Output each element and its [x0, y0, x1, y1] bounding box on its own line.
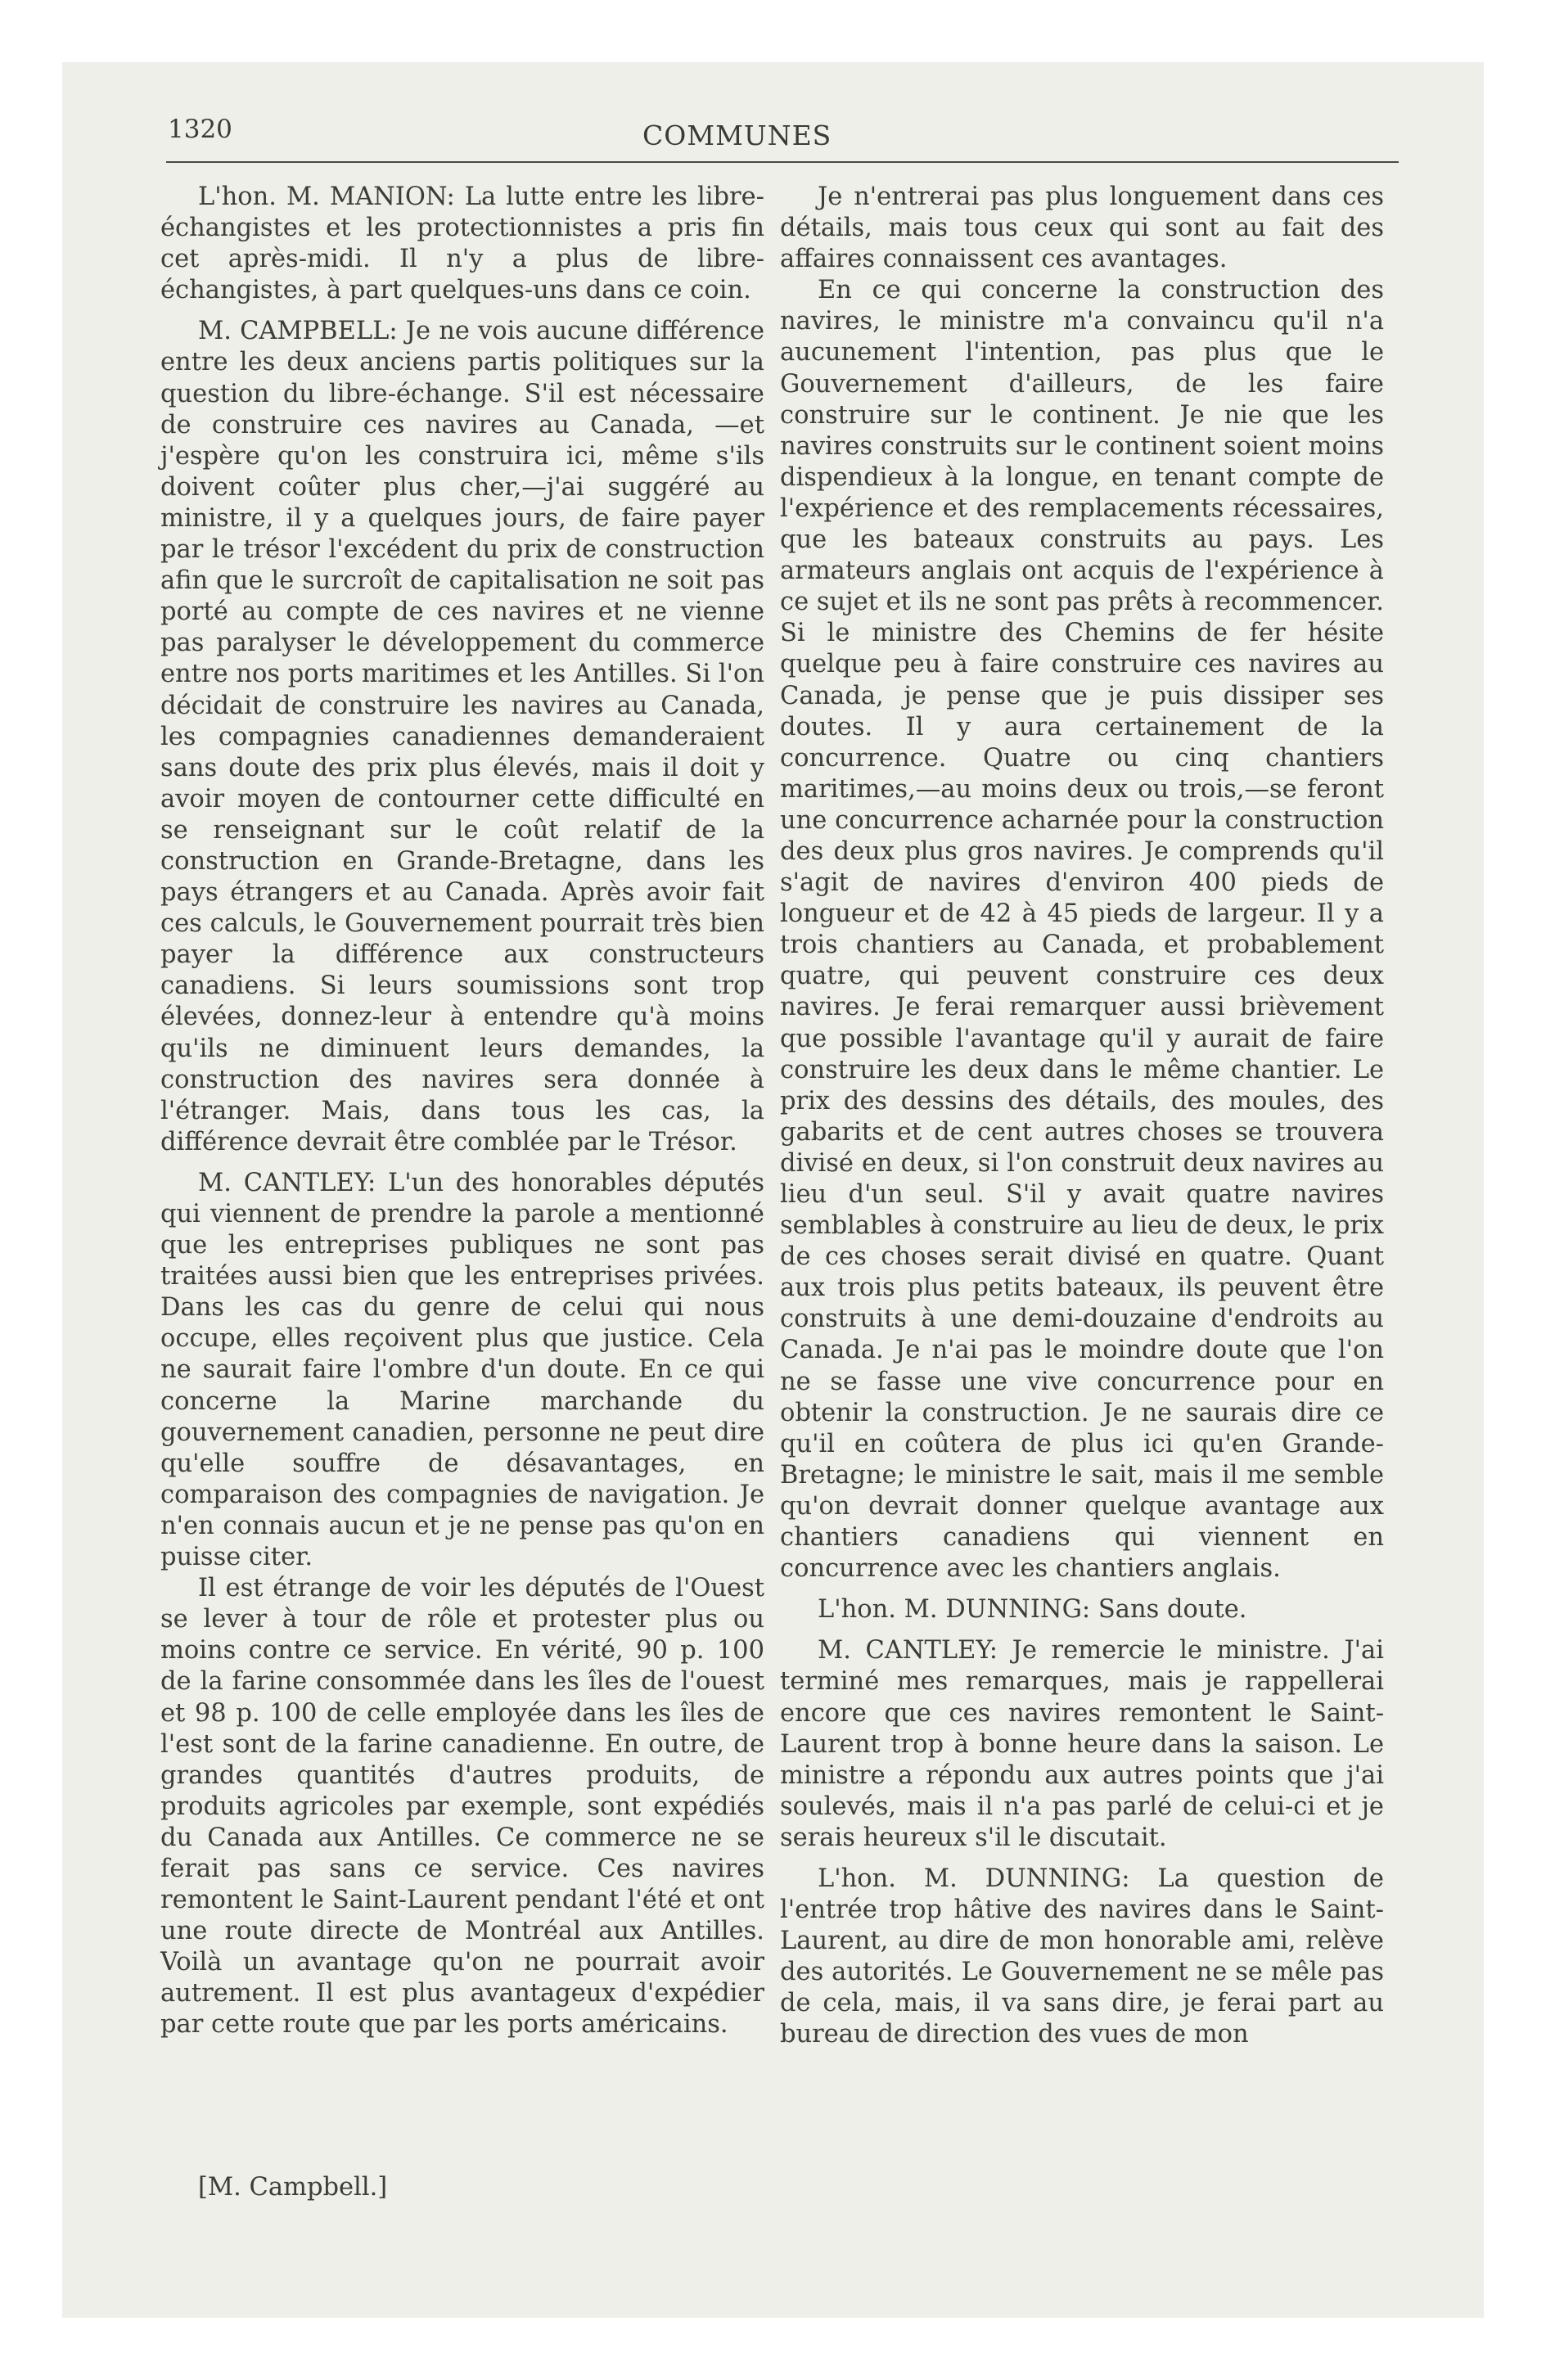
speaker-signature: [M. Campbell.] [198, 2173, 388, 2202]
left-column [160, 182, 764, 2041]
paragraph-dunning-2: L'hon. M. DUNNING: La question de l'entrée trop hâtive des navires dans le Saint-Laurent, au dire de mon honorable ami, relève des autorités. Le Gouvernement ne se mêle pas de cela, mais, il va sans dire, je ferai part au bureau de direction des vues de mon [780, 1864, 1384, 2049]
right-column [780, 182, 1384, 2051]
paragraph-manion: L'hon. M. MANION: La lutte entre les libre-échangistes et les protectionnistes a pris fin cet après-midi. Il n'y a plus de libre-échangistes, à part quelques-uns dans ce coin. [160, 183, 764, 305]
page-number: 1320 [168, 115, 232, 144]
paragraph-dunning-1: L'hon. M. DUNNING: Sans doute. [818, 1595, 1247, 1625]
paragraph-cantley-4: En ce qui concerne la construction des navires, le ministre m'a convaincu qu'il n'a aucunement l'intention, pas plus que le Gouvernement d'ailleurs, de les faire construire sur le continent. Je nie que les navires construits sur le continent soient moins dispendieux à la longue, en tenant compte de l'expérience et des remplacements récessaires, que les bateaux construits au pays. Les armateurs anglais ont acquis de l'expérience à ce sujet et ils ne sont pas prêts à recommencer. Si le ministre des Chemins de fer hésite quelque peu à faire construire ces navires au Canada, je pense que je puis dissiper ses doutes. Il y aura certainement de la concurrence. Quatre ou cinq chantiers maritimes,—au moins deux ou trois,—se feront une concurrence acharnée pour la construction des deux plus gros navires. Je comprends qu'il s'agit de navires d'environ 400 pieds de longueur et de 42 à 45 pieds de largeur. Il y a trois chantiers au Canada, et probablement quatre, qui peuvent construire ces deux navires. Je ferai remarquer aussi brièvement que possible l'avantage qu'il y aurait de faire construire les deux dans le même chantier. Le prix des dessins des détails, des moules, des gabarits et de cent autres choses se trouvera divisé en deux, si l'on construit deux navires au lieu d'un seul. S'il y avait quatre navires semblables à construire au lieu de deux, le prix de ces choses serait divisé en quatre. Quant aux trois plus petits bateaux, ils peuvent être construits à une demi-douzaine d'endroits au Canada. Je n'ai pas le moindre doute que l'on ne se fasse une vive concurrence pour en obtenir la construction. Je ne saurais dire ce qu'il en coûtera de plus ici qu'en Grande-Bretagne; le ministre le sait, mais il me semble qu'on devrait donner quelque avantage aux chantiers canadiens qui viennent en concurrence avec les chantiers anglais. [780, 276, 1384, 1584]
paragraph-cantley-5: M. CANTLEY: Je remercie le ministre. J'ai terminé mes remarques, mais je rappellerai encore que ces navires remontent le Saint-Laurent trop à bonne heure dans la saison. Le ministre a répondu aux autres points que j'ai soulevés, mais il n'a pas parlé de celui-ci et je serais heureux s'il le discutait. [780, 1636, 1384, 1852]
paragraph-campbell: M. CAMPBELL: Je ne vois aucune différence entre les deux anciens partis politiques sur la question du libre-échange. S'il est nécessaire de construire ces navires au Canada, —et j'espère qu'on les construira ici, même s'ils doivent coûter plus cher,—j'ai suggéré au ministre, il y a quelques jours, de faire payer par le trésor l'excédent du prix de construction afin que le surcroît de capitalisation ne soit pas porté au compte de ces navires et ne vienne pas paralyser le développement du commerce entre nos ports maritimes et les Antilles. Si l'on décidait de construire les navires au Canada, les compagnies canadiennes demanderaient sans doute des prix plus élevés, mais il doit y avoir moyen de contourner cette difficulté en se renseignant sur le coût relatif de la construction en Grande-Bretagne, dans les pays étrangers et au Canada. Après avoir fait ces calculs, le Gouvernement pourrait très bien payer la différence aux constructeurs canadiens. Si leurs soumissions sont trop élevées, donnez-leur à entendre qu'à moins qu'ils ne diminuent leurs demandes, la construction des navires sera donnée à l'étranger. Mais, dans tous les cas, la différence devrait être comblée par le Trésor. [160, 317, 764, 1156]
header-rule [166, 161, 1399, 163]
paragraph-cantley-1: M. CANTLEY: L'un des honorables députés qui viennent de prendre la parole a mentionné que les entreprises publiques ne sont pas traitées aussi bien que les entreprises privées. Dans les cas du genre de celui qui nous occupe, elles reçoivent plus que justice. Cela ne saurait faire l'ombre d'un doute. En ce qui concerne la Marine marchande du gouvernement canadien, personne ne peut dire qu'elle souffre de désavantages, en comparaison des compagnies de navigation. Je n'en connais aucun et je ne pense pas qu'on en puisse citer. [160, 1168, 764, 1572]
running-head: COMMUNES [642, 119, 832, 151]
paragraph-cantley-3: Je n'entrerai pas plus longuement dans ces détails, mais tous ceux qui sont au fait des affaires connaissent ces avantages. [780, 183, 1384, 274]
paragraph-cantley-2: Il est étrange de voir les députés de l'Ouest se lever à tour de rôle et protester plus ou moins contre ce service. En vérité, 90 p. 100 de la farine consommée dans les îles de l'ouest et 98 p. 100 de celle employée dans les îles de l'est sont de la farine canadienne. En outre, de grandes quantités d'autres produits, de produits agricoles par exemple, sont expédiés du Canada aux Antilles. Ce commerce ne se ferait pas sans ce service. Ces navires remontent le Saint-Laurent pendant l'été et ont une route directe de Montréal aux Antilles. Voilà un avantage qu'on ne pourrait avoir autrement. Il est plus avantageux d'expédier par cette route que par les ports américains. [160, 1574, 764, 2040]
